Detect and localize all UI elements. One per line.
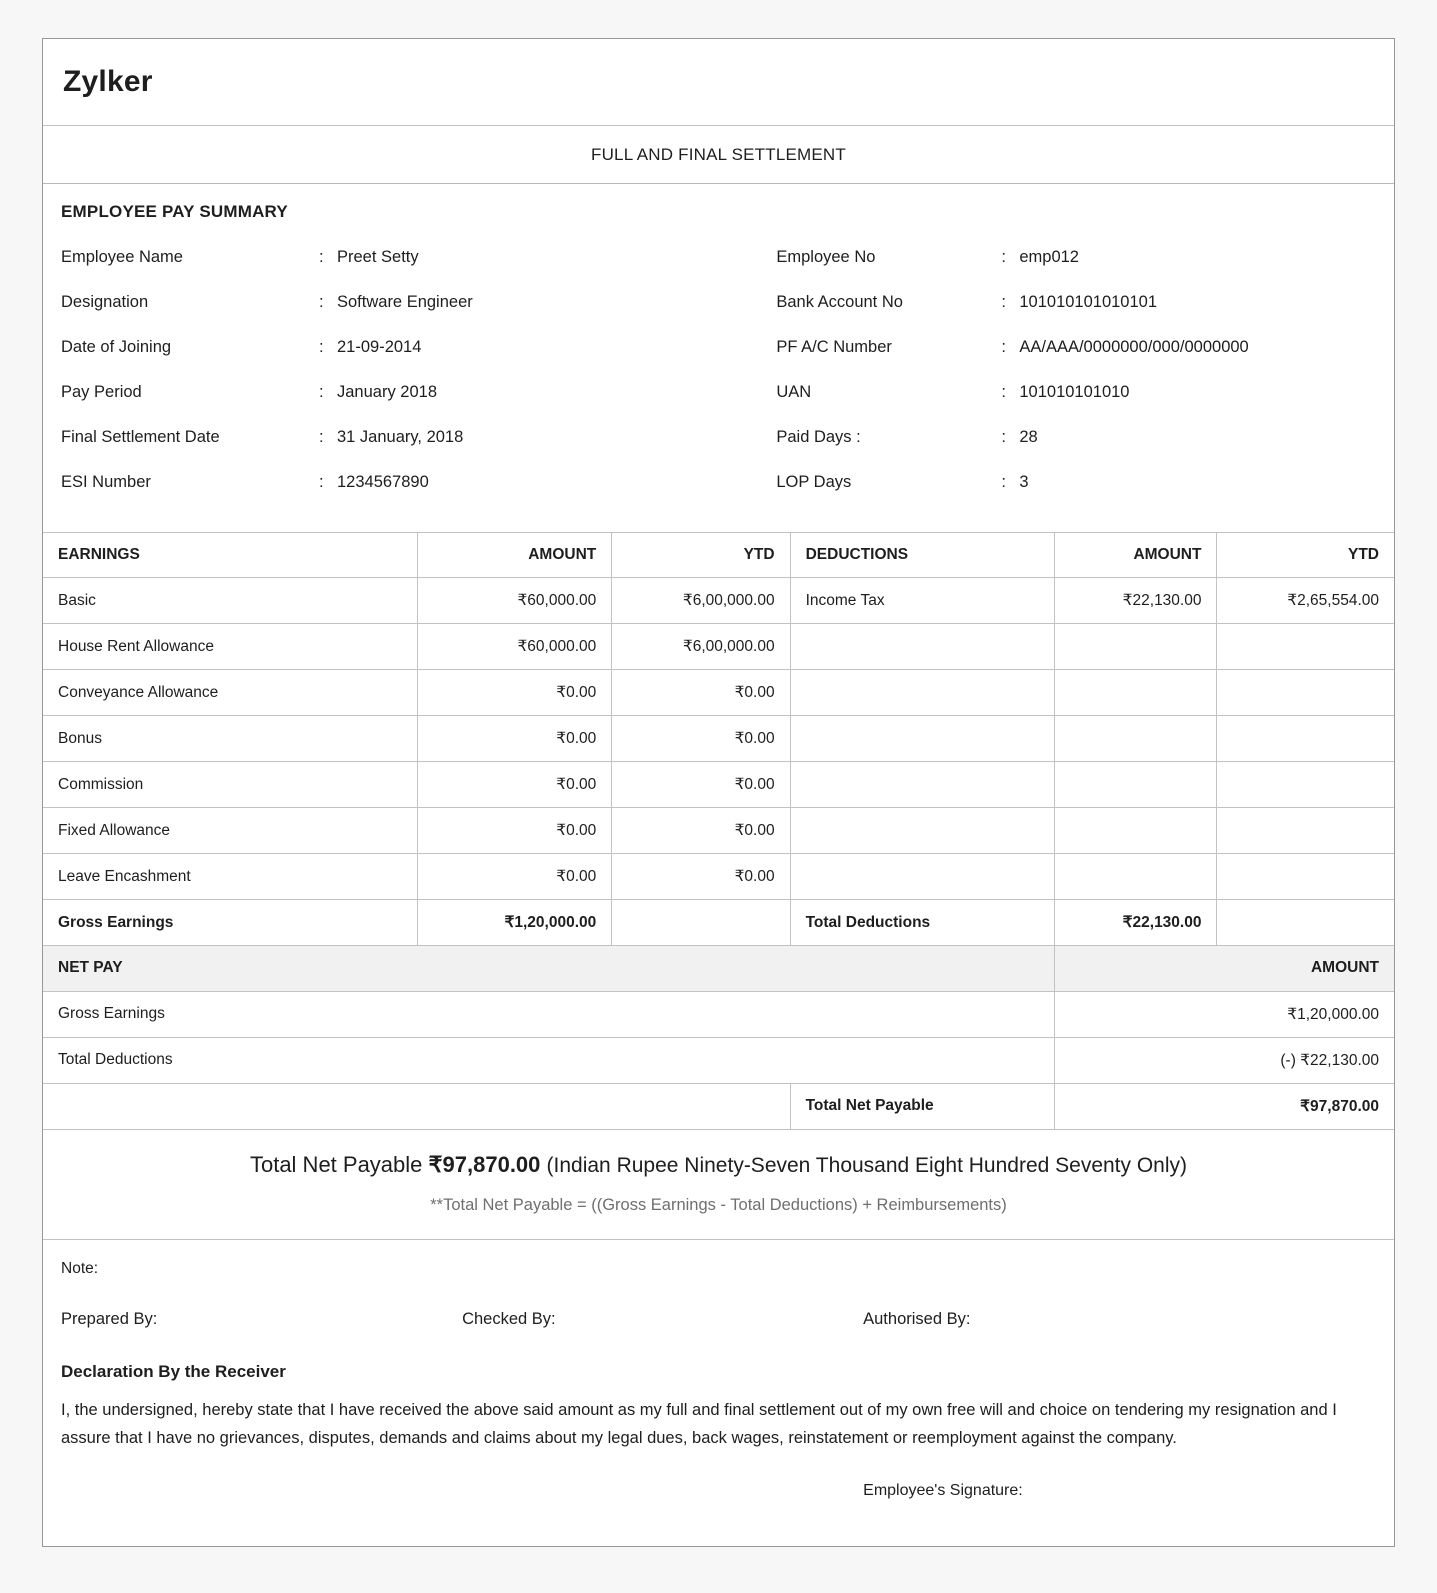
document-titlebar [43, 126, 1394, 184]
earning-amount: ₹0.00 [417, 808, 612, 854]
earning-name: Basic [43, 578, 417, 624]
field-label: Pay Period [61, 383, 142, 401]
field-value: emp012 [1019, 248, 1079, 266]
field-colon: : [1001, 338, 1006, 356]
company-logo-text: Zylker [63, 65, 153, 98]
net-pay-table [43, 946, 1394, 1130]
prepared-by-label: Prepared By: [61, 1309, 158, 1328]
net-pay-row [43, 1037, 1394, 1083]
gross-earnings-label: Gross Earnings [43, 900, 417, 946]
field-label: ESI Number [61, 473, 151, 491]
settlement-document [42, 38, 1395, 1547]
earning-amount: ₹60,000.00 [417, 578, 612, 624]
earning-ytd: ₹0.00 [612, 854, 790, 900]
earning-ytd: ₹6,00,000.00 [612, 578, 790, 624]
field-label: Final Settlement Date [61, 428, 220, 446]
section-heading: EMPLOYEE PAY SUMMARY [61, 202, 288, 221]
page-title: FULL AND FINAL SETTLEMENT [590, 145, 846, 164]
col-header-earnings: EARNINGS [43, 533, 417, 578]
field-colon: : [1001, 473, 1006, 491]
field-value: 21-09-2014 [337, 338, 422, 356]
earning-amount: ₹0.00 [417, 670, 612, 716]
earning-amount: ₹60,000.00 [417, 624, 612, 670]
note-label: Note: [61, 1259, 99, 1277]
net-pay-row-label: Total Deductions [43, 1037, 1055, 1083]
field-date-of-joining [61, 338, 776, 357]
field-value: Software Engineer [337, 293, 473, 311]
employee-pay-summary-section [43, 184, 1394, 532]
gross-earnings-ytd [612, 900, 790, 946]
net-pay-row-value: ₹1,20,000.00 [1055, 991, 1394, 1037]
total-net-payable-value: ₹97,870.00 [1055, 1083, 1394, 1129]
field-colon: : [319, 428, 324, 446]
total-net-payable-summary [43, 1130, 1394, 1240]
summary-left-column [61, 248, 776, 518]
net-pay-row [43, 991, 1394, 1037]
checked-by-label: Checked By: [462, 1309, 556, 1328]
net-pay-total-row [43, 1083, 1394, 1129]
deduction-ytd [1217, 624, 1394, 670]
deduction-amount: ₹22,130.00 [1055, 578, 1217, 624]
table-row [43, 762, 1394, 808]
field-colon: : [1001, 428, 1006, 446]
field-value: January 2018 [337, 383, 437, 401]
deduction-ytd [1217, 716, 1394, 762]
field-colon: : [319, 248, 324, 266]
table-row [43, 578, 1394, 624]
total-net-payable-label: Total Net Payable [790, 1083, 1055, 1129]
table-row [43, 808, 1394, 854]
field-uan [776, 383, 1376, 402]
field-pf-ac-number [776, 338, 1376, 357]
deduction-amount [1055, 624, 1217, 670]
field-label: UAN [776, 383, 812, 401]
earning-amount: ₹0.00 [417, 854, 612, 900]
earning-ytd: ₹0.00 [612, 670, 790, 716]
earning-amount: ₹0.00 [417, 762, 612, 808]
deduction-amount [1055, 854, 1217, 900]
earning-name: Leave Encashment [43, 854, 417, 900]
field-value: AA/AAA/0000000/000/0000000 [1019, 338, 1249, 356]
field-value: 101010101010 [1019, 383, 1130, 401]
table-row [43, 670, 1394, 716]
deduction-ytd [1217, 808, 1394, 854]
document-header [43, 39, 1394, 126]
field-employee-no [776, 248, 1376, 267]
table-row [43, 624, 1394, 670]
empty-cell [43, 1083, 790, 1129]
table-totals-row [43, 900, 1394, 946]
deduction-name [790, 854, 1055, 900]
field-value: 1234567890 [337, 473, 429, 491]
field-value: Preet Setty [337, 248, 419, 266]
field-label: Paid Days : [776, 428, 861, 446]
total-formula-footnote: **Total Net Payable = ((Gross Earnings - Total Deductions) + Reimbursements) [430, 1195, 1007, 1214]
table-row [43, 854, 1394, 900]
earning-ytd: ₹0.00 [612, 716, 790, 762]
field-label: Designation [61, 293, 149, 311]
field-colon: : [319, 383, 324, 401]
field-label: PF A/C Number [776, 338, 892, 356]
field-value: 3 [1019, 473, 1029, 491]
field-esi-number [61, 473, 776, 492]
deduction-amount [1055, 670, 1217, 716]
net-pay-header-row [43, 946, 1394, 991]
earning-name: Commission [43, 762, 417, 808]
total-deductions-amount: ₹22,130.00 [1055, 900, 1217, 946]
field-designation [61, 293, 776, 312]
summary-right-column [776, 248, 1376, 518]
col-header-deductions: DEDUCTIONS [790, 533, 1055, 578]
field-label: Bank Account No [776, 293, 903, 311]
field-lop-days [776, 473, 1376, 492]
field-colon: : [319, 338, 324, 356]
field-pay-period [61, 383, 776, 402]
field-label: Employee Name [61, 248, 183, 266]
net-pay-heading: NET PAY [43, 946, 1055, 991]
field-colon: : [1001, 383, 1006, 401]
deduction-name: Income Tax [790, 578, 1055, 624]
earning-ytd: ₹0.00 [612, 762, 790, 808]
deduction-ytd [1217, 670, 1394, 716]
deduction-name [790, 808, 1055, 854]
col-header-amount: AMOUNT [417, 533, 612, 578]
summary-grid [61, 248, 1376, 518]
employee-signature-label: Employee's Signature: [863, 1482, 1023, 1500]
earning-ytd: ₹6,00,000.00 [612, 624, 790, 670]
earning-name: Bonus [43, 716, 417, 762]
declaration-heading: Declaration By the Receiver [61, 1361, 286, 1381]
earning-name: House Rent Allowance [43, 624, 417, 670]
deduction-name [790, 762, 1055, 808]
table-header-row [43, 533, 1394, 578]
total-deductions-label: Total Deductions [790, 900, 1055, 946]
deduction-ytd [1217, 762, 1394, 808]
net-pay-row-label: Gross Earnings [43, 991, 1055, 1037]
col-header-ytd: YTD [612, 533, 790, 578]
net-pay-amount-header: AMOUNT [1055, 946, 1394, 991]
deduction-name [790, 716, 1055, 762]
deduction-ytd: ₹2,65,554.00 [1217, 578, 1394, 624]
field-value: 28 [1019, 428, 1038, 446]
col-header-amount: AMOUNT [1055, 533, 1217, 578]
field-colon: : [1001, 293, 1006, 311]
field-value: 31 January, 2018 [337, 428, 464, 446]
earning-amount: ₹0.00 [417, 716, 612, 762]
signatories-row [61, 1310, 1376, 1329]
deduction-name [790, 670, 1055, 716]
field-colon: : [319, 473, 324, 491]
total-amount: ₹97,870.00 [428, 1151, 541, 1177]
table-row [43, 716, 1394, 762]
field-colon: : [1001, 248, 1006, 266]
field-label: Employee No [776, 248, 876, 266]
deduction-amount [1055, 808, 1217, 854]
field-bank-account-no [776, 293, 1376, 312]
field-final-settlement-date [61, 428, 776, 447]
total-amount-in-words: (Indian Rupee Ninety-Seven Thousand Eight Hundred Seventy Only) [546, 1153, 1188, 1177]
net-pay-row-value: (-) ₹22,130.00 [1055, 1037, 1394, 1083]
earning-ytd: ₹0.00 [612, 808, 790, 854]
deduction-name [790, 624, 1055, 670]
document-footer [43, 1240, 1394, 1547]
deduction-ytd [1217, 854, 1394, 900]
deduction-amount [1055, 762, 1217, 808]
earning-name: Fixed Allowance [43, 808, 417, 854]
total-label: Total Net Payable [249, 1151, 423, 1177]
field-paid-days [776, 428, 1376, 447]
field-employee-name [61, 248, 776, 267]
field-label: Date of Joining [61, 338, 172, 356]
total-net-payable-line [53, 1152, 1384, 1178]
field-colon: : [319, 293, 324, 311]
earning-name: Conveyance Allowance [43, 670, 417, 716]
gross-earnings-amount: ₹1,20,000.00 [417, 900, 612, 946]
field-value: 101010101010101 [1019, 293, 1158, 311]
declaration-text: I, the undersigned, hereby state that I have received the above said amount as my full and final settlement out of my own free will and choice on tendering my resignation and I assure that I have no grievances, disputes, demands and claims about my legal dues, back wages, reinstatement or reemployment against the company. [61, 1400, 1337, 1447]
earnings-deductions-table [43, 532, 1394, 946]
deduction-amount [1055, 716, 1217, 762]
total-deductions-ytd [1217, 900, 1394, 946]
col-header-ytd: YTD [1217, 533, 1394, 578]
authorised-by-label: Authorised By: [863, 1309, 971, 1328]
field-label: LOP Days [776, 473, 852, 491]
